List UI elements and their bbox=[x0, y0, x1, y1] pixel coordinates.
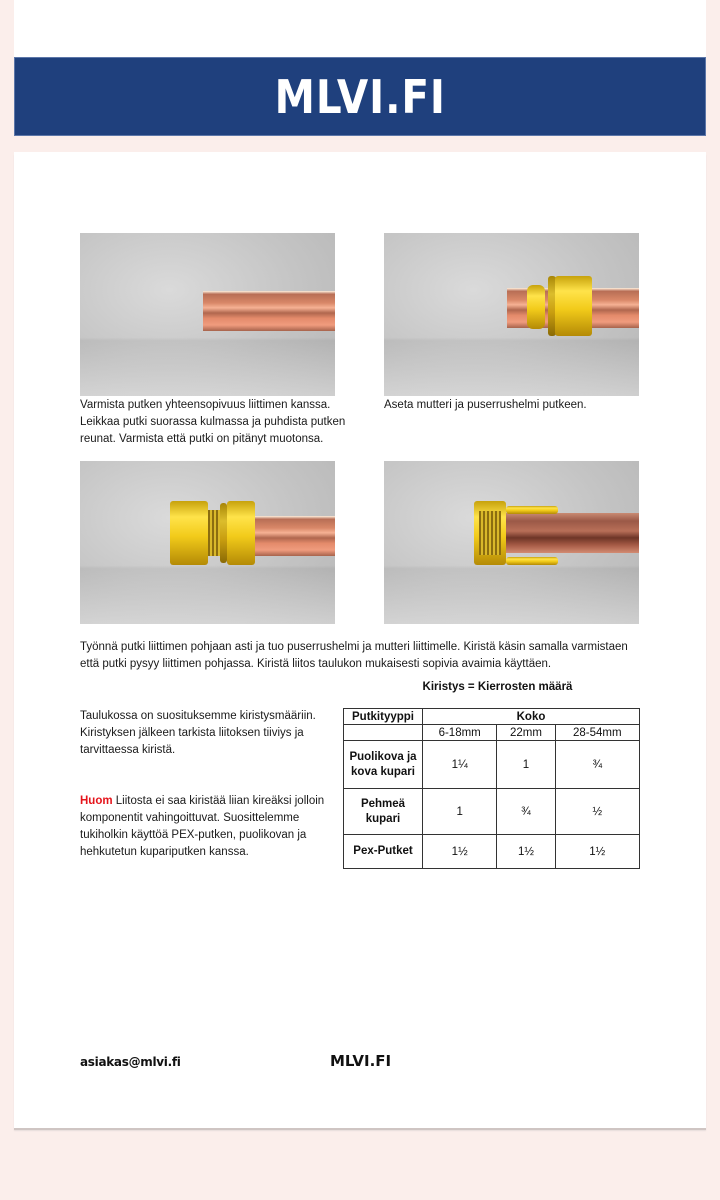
table-cell: 1 bbox=[423, 789, 497, 835]
row-type: Puolikova ja kova kupari bbox=[344, 741, 423, 789]
header-banner bbox=[14, 57, 706, 136]
page-top-margin bbox=[14, 0, 706, 57]
warning-label: Huom bbox=[80, 795, 113, 807]
size-col-2: 22mm bbox=[497, 725, 555, 741]
header-size: Koko bbox=[423, 709, 640, 725]
compression-ring-icon bbox=[527, 285, 545, 329]
table-cell: 1½ bbox=[423, 835, 497, 869]
tightening-table bbox=[343, 708, 640, 869]
brand-logo: MLVI.FI bbox=[274, 69, 446, 124]
step-1-caption: Varmista putken yhteensopivuus liittimen kanssa. Leikkaa putki suorassa kulmassa ja puhdista putken reunat. Varmista että putki on pitänyt muotonsa. bbox=[80, 399, 346, 445]
header-pipe-type: Putkityyppi bbox=[344, 709, 423, 725]
table-cell: 1½ bbox=[555, 835, 639, 869]
warning-note bbox=[80, 793, 335, 861]
thread-icon bbox=[208, 510, 220, 556]
step-2-caption: Aseta mutteri ja puserrushelmi putkeen. bbox=[384, 399, 587, 411]
copper-pipe-section-icon bbox=[499, 513, 639, 553]
table-row bbox=[344, 741, 640, 789]
table-title: Kiristys = Kierrosten määrä bbox=[422, 681, 573, 693]
table-row bbox=[344, 789, 640, 835]
row-type: Pex-Putket bbox=[344, 835, 423, 869]
step-3-image bbox=[80, 461, 335, 624]
nut-flange-icon bbox=[220, 503, 227, 563]
table-cell: ½ bbox=[555, 789, 639, 835]
contact-email[interactable]: asiakas@mlvi.fi bbox=[80, 1055, 181, 1069]
size-col-3: 28-54mm bbox=[555, 725, 639, 741]
table-cell: 1¼ bbox=[423, 741, 497, 789]
nut-lower-section-icon bbox=[506, 557, 558, 565]
nut-upper-section-icon bbox=[506, 506, 558, 514]
table-row bbox=[344, 835, 640, 869]
fitting-body-icon bbox=[170, 501, 208, 565]
empty-cell bbox=[344, 725, 423, 741]
table-cell: ¾ bbox=[497, 789, 555, 835]
table-cell: ¾ bbox=[555, 741, 639, 789]
instructions-text: Työnnä putki liittimen pohjaan asti ja tuo puserrushelmi ja mutteri liittimelle. Kiristä käsin samalla varmistaen että putki pysyy liittimen pohjassa. Kiristä liitos taulukon mukaisesti sopivia avaimia käyttäen. bbox=[80, 641, 628, 670]
table-cell: 1 bbox=[497, 741, 555, 789]
warning-text: Liitosta ei saa kiristää liian kireäksi jolloin komponentit vahingoittuvat. Suosittelemme tukiholkin käyttöä PEX-putken, puolikovan ja hehkutetun kupariputken kanssa. bbox=[80, 795, 325, 858]
internal-thread-icon bbox=[479, 511, 501, 555]
nut-icon bbox=[227, 501, 255, 565]
size-col-1: 6-18mm bbox=[423, 725, 497, 741]
step-1-image bbox=[80, 233, 335, 396]
nut-icon bbox=[555, 276, 592, 336]
footer-brand: MLVI.FI bbox=[330, 1052, 392, 1070]
copper-pipe-icon bbox=[250, 516, 335, 556]
step-2-image bbox=[384, 233, 639, 396]
step-4-image bbox=[384, 461, 639, 624]
recommendation-text: Taulukossa on suosituksemme kiristysmääriin. Kiristyksen jälkeen tarkista liitoksen tiiviys ja tarvittaessa kiristä. bbox=[80, 710, 316, 756]
table-cell: 1½ bbox=[497, 835, 555, 869]
copper-pipe-icon bbox=[203, 291, 335, 331]
row-type: Pehmeä kupari bbox=[344, 789, 423, 835]
